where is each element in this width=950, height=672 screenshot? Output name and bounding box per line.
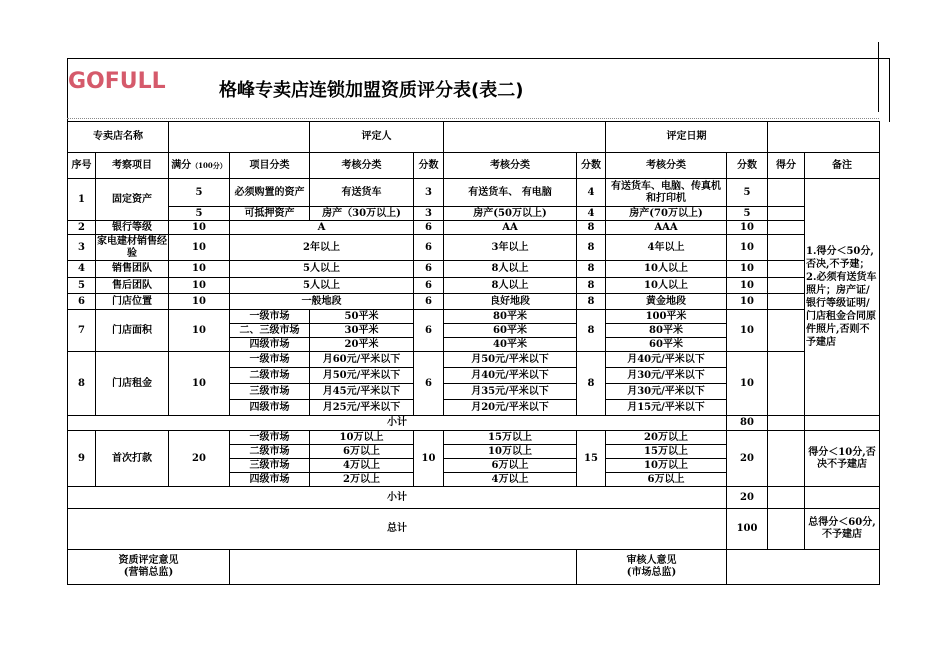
exam-cell: 良好地段	[444, 294, 577, 310]
col-full-note: （100分）	[191, 160, 227, 170]
eval-date-label: 评定日期	[606, 122, 768, 153]
score-cell: 3	[414, 179, 444, 207]
category-cell: 二级市场	[230, 445, 310, 459]
category-cell: 一级市场	[230, 352, 310, 368]
col-score-3: 分数	[727, 153, 768, 179]
item-cell: 银行等级	[96, 221, 169, 235]
score-cell: 5	[727, 207, 768, 221]
score-cell: 4	[577, 207, 606, 221]
col-score-2: 分数	[577, 153, 606, 179]
item-cell: 门店面积	[96, 310, 169, 352]
exam-cell: 月50元/平米以下	[310, 368, 414, 384]
exam-cell: 房产(70万以上)	[606, 207, 727, 221]
exam-cell: 5人以上	[230, 261, 414, 278]
exam-cell: 4万以上	[310, 459, 414, 473]
exam-cell: 4万以上	[444, 473, 577, 487]
gofull-logo: GOFULL	[68, 69, 166, 94]
footer-row	[68, 550, 880, 585]
exam-cell: 月35元/平米以下	[444, 384, 577, 400]
category-cell: 必须购置的资产	[230, 179, 310, 207]
evaluator-label: 评定人	[310, 122, 444, 153]
score-cell: 6	[414, 278, 444, 294]
col-got: 得分	[768, 153, 805, 179]
exam-cell: 60平米	[444, 324, 577, 338]
item-cell: 固定资产	[96, 179, 169, 221]
remark-cell	[805, 487, 880, 509]
exam-cell: 8人以上	[444, 261, 577, 278]
exam-cell: 15万以上	[606, 445, 727, 459]
item-cell: 首次打款	[96, 431, 169, 487]
category-cell: 一级市场	[230, 431, 310, 445]
score-cell: 3	[414, 207, 444, 221]
subtotal-label: 小计	[68, 487, 727, 509]
review-opinion-text: 审核人意见	[626, 555, 677, 566]
full-cell: 10	[169, 310, 230, 352]
score-cell: 6	[414, 352, 444, 416]
item-cell: 家电建材销售经验	[97, 235, 167, 259]
full-cell: 10	[169, 278, 230, 294]
full-cell: 5	[169, 179, 230, 207]
category-cell: 二、三级市场	[230, 324, 310, 338]
exam-cell: 30平米	[310, 324, 414, 338]
qual-opinion-label	[68, 550, 230, 585]
exam-cell: 有送货车	[310, 179, 414, 207]
review-opinion-label	[577, 550, 727, 585]
exam-cell: 20万以上	[606, 431, 727, 445]
score-table	[67, 121, 880, 585]
full-cell: 20	[169, 431, 230, 487]
score-cell: 10	[727, 235, 768, 261]
exam-cell: AAA	[606, 221, 727, 235]
seq-cell: 7	[68, 310, 96, 352]
subtotal-row	[68, 487, 880, 509]
score-cell: 6	[414, 221, 444, 235]
score-cell: 10	[414, 431, 444, 487]
page-title: 格峰专卖店连锁加盟资质评分表(表二)	[219, 80, 524, 101]
score-cell: 8	[577, 294, 606, 310]
score-cell: 4	[577, 179, 606, 207]
score-cell: 20	[727, 431, 768, 487]
exam-cell: 月30元/平米以下	[606, 384, 727, 400]
score-cell: 10	[727, 310, 768, 352]
got-cell[interactable]	[768, 235, 805, 261]
total-value: 100	[727, 509, 768, 550]
exam-cell: 月25元/平米以下	[310, 400, 414, 416]
item-cell: 销售团队	[96, 261, 169, 278]
got-cell[interactable]	[768, 221, 805, 235]
exam-cell: 50平米	[310, 310, 414, 324]
exam-cell: 40平米	[444, 338, 577, 352]
col-score-1: 分数	[414, 153, 444, 179]
category-cell: 二级市场	[230, 368, 310, 384]
got-cell[interactable]	[768, 261, 805, 278]
header-row	[68, 122, 880, 153]
score-cell: 8	[577, 261, 606, 278]
exam-cell: 月50元/平米以下	[444, 352, 577, 368]
score-cell: 15	[577, 431, 606, 487]
remark-total: 总得分＜60分,不予建店	[805, 509, 880, 550]
category-cell: 可抵押资产	[230, 207, 310, 221]
seq-cell: 1	[68, 179, 96, 221]
seq-cell: 6	[68, 294, 96, 310]
full-cell: 10	[169, 221, 230, 235]
table-row	[68, 179, 880, 207]
score-cell: 6	[414, 294, 444, 310]
score-cell: 8	[577, 310, 606, 352]
full-cell: 10	[169, 352, 230, 416]
exam-cell: 有送货车、电脑、传真机和打印机	[606, 179, 727, 207]
score-cell: 6	[414, 235, 444, 261]
category-cell: 四级市场	[230, 473, 310, 487]
subtotal-value: 80	[727, 416, 768, 431]
category-cell: 四级市场	[230, 338, 310, 352]
exam-cell: 月30元/平米以下	[606, 368, 727, 384]
got-cell[interactable]	[768, 509, 805, 550]
got-cell[interactable]	[768, 352, 805, 416]
got-cell[interactable]	[768, 278, 805, 294]
score-cell: 8	[577, 352, 606, 416]
exam-cell: 10万以上	[444, 445, 577, 459]
store-name-value[interactable]	[169, 122, 310, 153]
subtotal-value: 20	[727, 487, 768, 509]
exam-cell: 10万以上	[606, 459, 727, 473]
review-opinion-value[interactable]	[727, 550, 880, 585]
remark-r9: 得分＜10分,否决不予建店	[805, 431, 880, 487]
store-name-label: 专卖店名称	[68, 122, 169, 153]
exam-cell: 80平米	[444, 310, 577, 324]
col-category: 项目分类	[230, 153, 310, 179]
exam-cell: 60平米	[606, 338, 727, 352]
exam-cell: 黄金地段	[606, 294, 727, 310]
exam-cell: AA	[444, 221, 577, 235]
column-header-row	[68, 153, 880, 179]
full-cell: 10	[169, 235, 230, 261]
category-cell: 三级市场	[230, 459, 310, 473]
full-cell: 10	[169, 261, 230, 278]
exam-cell: 6万以上	[444, 459, 577, 473]
exam-cell: 100平米	[606, 310, 727, 324]
score-cell: 10	[727, 294, 768, 310]
exam-cell: 月40元/平米以下	[444, 368, 577, 384]
exam-cell: 2万以上	[310, 473, 414, 487]
exam-cell: 一般地段	[230, 294, 414, 310]
exam-cell: 6万以上	[310, 445, 414, 459]
score-cell: 5	[727, 179, 768, 207]
full-cell: 10	[169, 294, 230, 310]
got-cell[interactable]	[768, 179, 805, 207]
col-item: 考察项目	[96, 153, 169, 179]
total-label: 总计	[68, 509, 727, 550]
exam-cell: 10万以上	[310, 431, 414, 445]
exam-cell: 月20元/平米以下	[444, 400, 577, 416]
got-cell[interactable]	[768, 310, 805, 352]
table-row	[68, 261, 880, 278]
table-row	[68, 294, 880, 310]
remark-main: 1.得分＜50分,否决,不予建；2.必须有送货车照片；房产证/银行等级证明/门店租金合同原件照片,否则不予建店	[805, 179, 880, 416]
exam-cell: 月45元/平米以下	[310, 384, 414, 400]
exam-cell: 月40元/平米以下	[606, 352, 727, 368]
score-cell: 8	[577, 278, 606, 294]
table-row	[68, 235, 880, 261]
qual-opinion-role: (营销总监)	[123, 567, 174, 578]
review-opinion-role: (市场总监)	[626, 567, 677, 578]
table-row	[68, 352, 880, 368]
col-exam-2: 考核分类	[444, 153, 577, 179]
remark-cell	[805, 416, 880, 431]
got-cell[interactable]	[768, 416, 805, 431]
exam-cell: 房产（30万以上)	[310, 207, 414, 221]
exam-cell: 3年以上	[444, 235, 577, 261]
exam-cell: 房产(50万以上)	[444, 207, 577, 221]
eval-date-value[interactable]	[768, 122, 880, 153]
exam-cell: 有送货车、 有电脑	[444, 179, 577, 207]
exam-cell: 10人以上	[606, 261, 727, 278]
seq-cell: 3	[68, 235, 96, 261]
seq-cell: 9	[68, 431, 96, 487]
exam-cell: 6万以上	[606, 473, 727, 487]
score-cell: 6	[414, 310, 444, 352]
score-cell: 10	[727, 278, 768, 294]
category-cell: 四级市场	[230, 400, 310, 416]
score-cell: 10	[727, 221, 768, 235]
item-cell: 门店位置	[96, 294, 169, 310]
subtotal-row	[68, 416, 880, 431]
got-cell[interactable]	[768, 487, 805, 509]
col-full-label: 满分	[171, 159, 192, 171]
seq-cell: 5	[68, 278, 96, 294]
col-exam-3: 考核分类	[606, 153, 727, 179]
item-cell: 售后团队	[96, 278, 169, 294]
qual-opinion-value[interactable]	[230, 550, 577, 585]
item-cell: 门店租金	[96, 352, 169, 416]
total-row	[68, 509, 880, 550]
dotted-separator	[67, 118, 879, 119]
col-full	[169, 153, 230, 179]
score-cell: 10	[727, 261, 768, 278]
seq-cell: 2	[68, 221, 96, 235]
table-row	[68, 310, 880, 324]
exam-cell: A	[230, 221, 414, 235]
exam-cell: 80平米	[606, 324, 727, 338]
got-cell[interactable]	[768, 431, 805, 487]
exam-cell: 10人以上	[606, 278, 727, 294]
exam-cell: 4年以上	[606, 235, 727, 261]
seq-cell: 4	[68, 261, 96, 278]
score-cell: 10	[727, 352, 768, 416]
exam-cell: 8人以上	[444, 278, 577, 294]
qual-opinion-text: 资质评定意见	[118, 555, 179, 566]
exam-cell: 15万以上	[444, 431, 577, 445]
exam-cell: 月15元/平米以下	[606, 400, 727, 416]
full-cell: 5	[169, 207, 230, 221]
table-row	[68, 207, 880, 221]
seq-cell: 8	[68, 352, 96, 416]
exam-cell: 月60元/平米以下	[310, 352, 414, 368]
table-row	[68, 431, 880, 445]
got-cell[interactable]	[768, 294, 805, 310]
category-cell: 一级市场	[230, 310, 310, 324]
col-remark: 备注	[805, 153, 880, 179]
score-cell: 8	[577, 235, 606, 261]
got-cell[interactable]	[768, 207, 805, 221]
exam-cell: 5人以上	[230, 278, 414, 294]
table-row	[68, 278, 880, 294]
col-seq: 序号	[68, 153, 96, 179]
score-cell: 6	[414, 261, 444, 278]
score-cell: 8	[577, 221, 606, 235]
exam-cell: 20平米	[310, 338, 414, 352]
col-exam-1: 考核分类	[310, 153, 414, 179]
table-row	[68, 221, 880, 235]
subtotal-label: 小计	[68, 416, 727, 431]
category-cell: 三级市场	[230, 384, 310, 400]
exam-cell: 2年以上	[230, 235, 414, 261]
evaluator-value[interactable]	[444, 122, 606, 153]
